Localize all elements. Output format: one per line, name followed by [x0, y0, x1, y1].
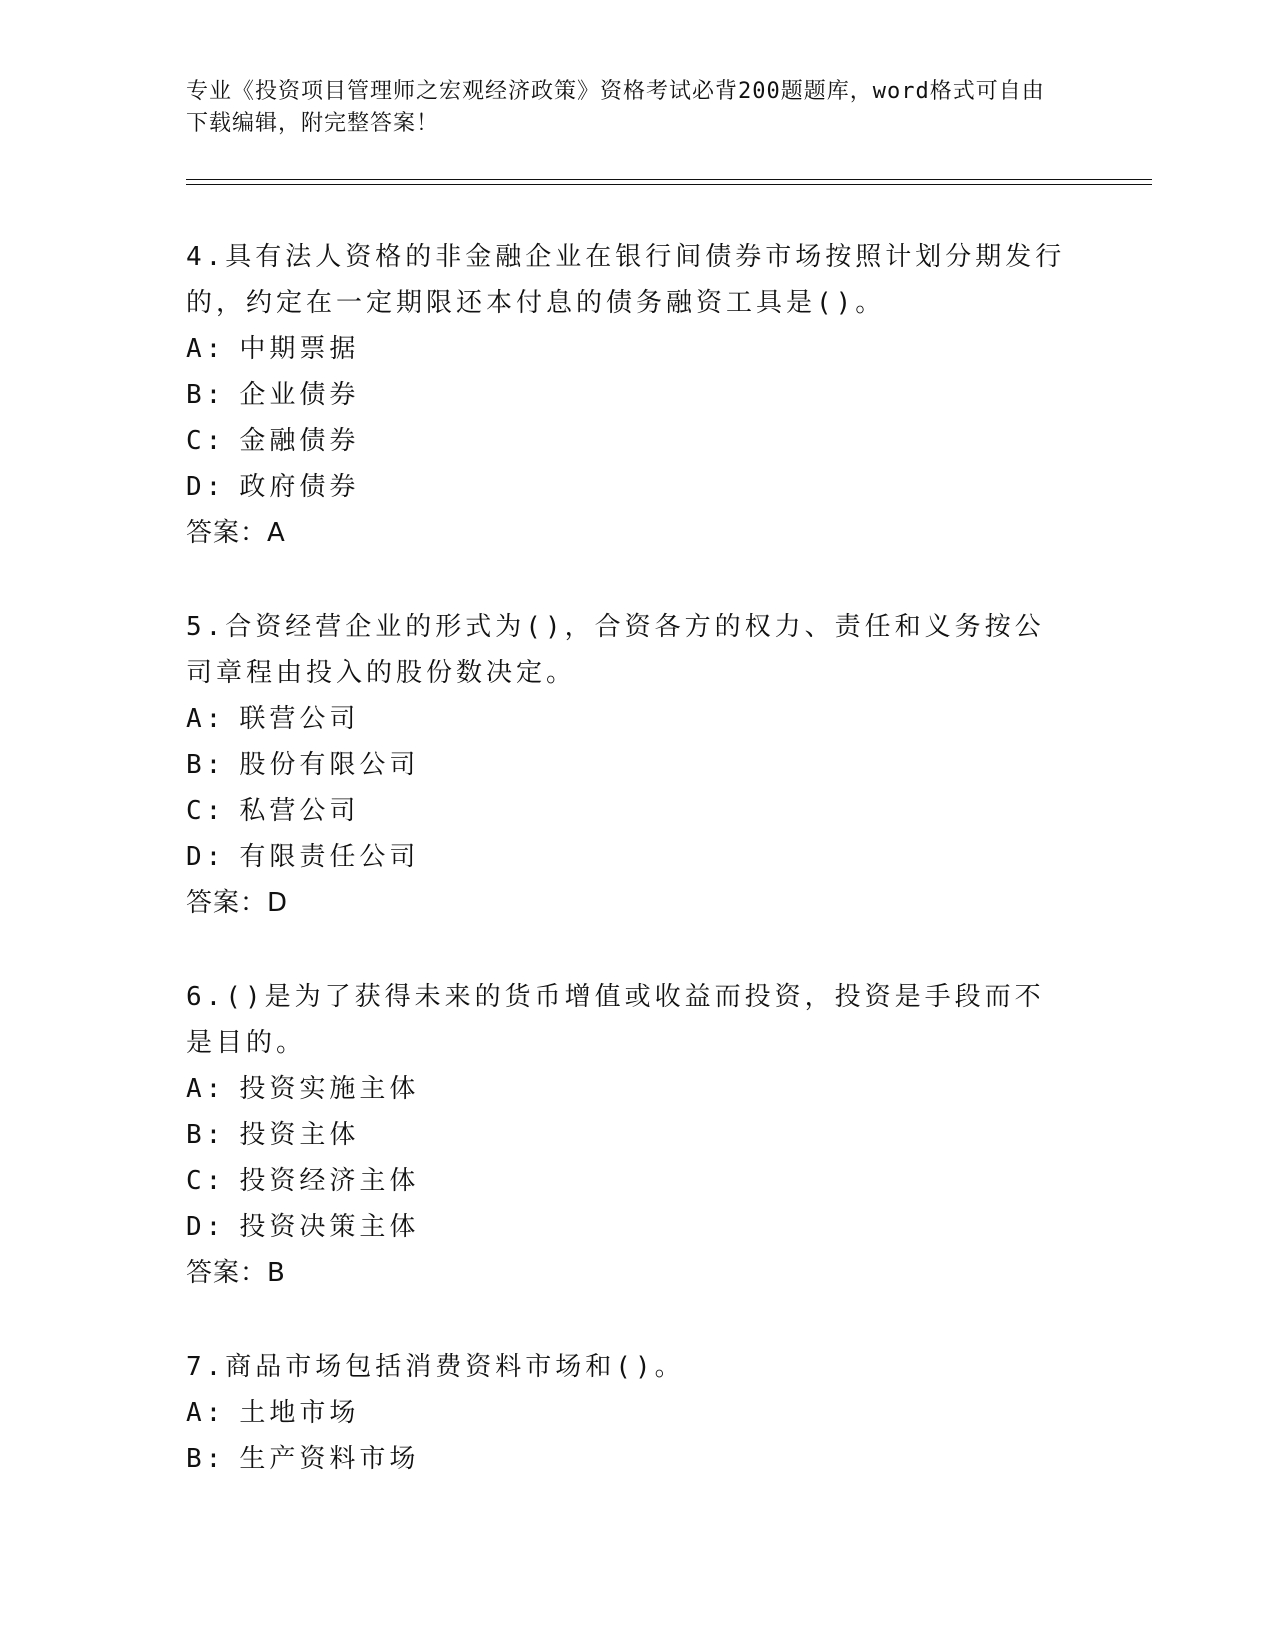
option-text: 投资主体 [239, 1120, 360, 1150]
option-c [186, 788, 1066, 834]
option-text: 土地市场 [239, 1398, 360, 1428]
question-list [186, 234, 1066, 1530]
option-c [186, 1158, 1066, 1204]
option-text: 金融债券 [239, 426, 360, 456]
option-text: 政府债券 [239, 472, 360, 502]
answer-line: 答案：B [186, 1258, 286, 1288]
question-stem: 7.商品市场包括消费资料市场和()。 [186, 1352, 685, 1382]
option-label: D: [186, 1212, 226, 1242]
option-text: 投资经济主体 [239, 1166, 420, 1196]
document-title: 专业《投资项目管理师之宏观经济政策》资格考试必背200题题库，word格式可自由下载编辑，附完整答案！ [186, 79, 1045, 136]
option-label: C: [186, 1166, 226, 1196]
answer-line: 答案：A [186, 518, 286, 548]
option-label: C: [186, 426, 226, 456]
option-d [186, 1204, 1066, 1250]
question-4 [186, 234, 1066, 556]
answer-line: 答案：D [186, 888, 289, 918]
option-label: A: [186, 704, 226, 734]
option-a [186, 326, 1066, 372]
option-text: 私营公司 [239, 796, 360, 826]
option-b [186, 1112, 1066, 1158]
option-a [186, 1066, 1066, 1112]
option-d [186, 464, 1066, 510]
option-text: 生产资料市场 [239, 1444, 420, 1474]
option-text: 股份有限公司 [239, 750, 420, 780]
option-a [186, 1390, 1066, 1436]
option-label: A: [186, 1398, 226, 1428]
question-stem: 4.具有法人资格的非金融企业在银行间债券市场按照计划分期发行的，约定在一定期限还本付息的债务融资工具是()。 [186, 242, 1066, 318]
option-b [186, 1436, 1066, 1482]
option-label: B: [186, 750, 226, 780]
option-text: 联营公司 [239, 704, 360, 734]
option-label: A: [186, 334, 226, 364]
option-label: A: [186, 1074, 226, 1104]
header-divider-bottom [186, 184, 1152, 185]
question-stem: 6.()是为了获得未来的货币增值或收益而投资，投资是手段而不是目的。 [186, 982, 1045, 1058]
option-label: B: [186, 380, 226, 410]
option-label: D: [186, 842, 226, 872]
option-c [186, 418, 1066, 464]
header-divider-top [186, 179, 1152, 180]
option-label: D: [186, 472, 226, 502]
option-d [186, 834, 1066, 880]
option-b [186, 372, 1066, 418]
option-label: B: [186, 1120, 226, 1150]
question-6 [186, 974, 1066, 1296]
option-text: 投资实施主体 [239, 1074, 420, 1104]
question-5 [186, 604, 1066, 926]
question-stem: 5.合资经营企业的形式为()，合资各方的权力、责任和义务按公司章程由投入的股份数决定。 [186, 612, 1045, 688]
option-b [186, 742, 1066, 788]
option-text: 有限责任公司 [239, 842, 420, 872]
option-text: 企业债券 [239, 380, 360, 410]
option-label: C: [186, 796, 226, 826]
option-text: 中期票据 [239, 334, 360, 364]
option-label: B: [186, 1444, 226, 1474]
question-7 [186, 1344, 1066, 1482]
option-text: 投资决策主体 [239, 1212, 420, 1242]
option-a [186, 696, 1066, 742]
